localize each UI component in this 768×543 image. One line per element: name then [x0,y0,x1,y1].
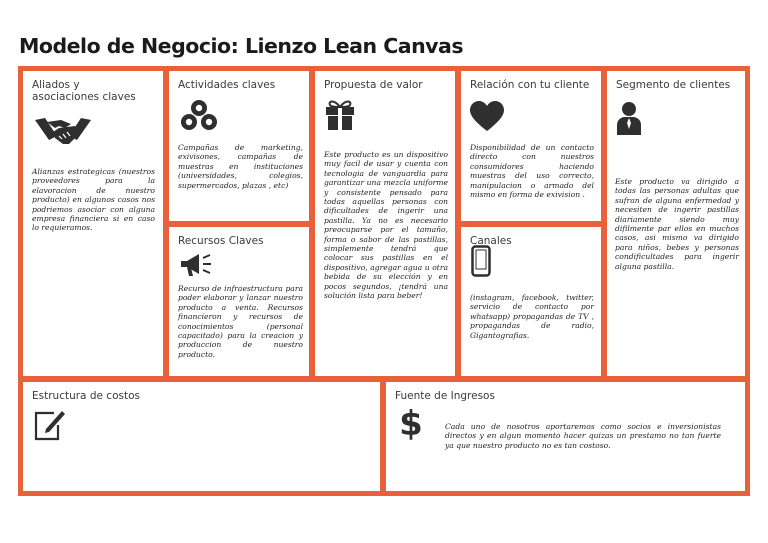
block-text: Este producto es un dispositivo muy facil de usar y cuenta con tecnologia de vanguardia para garantizar una mezcla uniforme y consistente pensado para todas aquellas personas con dificultades de ingerir una pastilla. Ya no es necesario preocuparse por el tamaño, forma o sabor de las pastillas, simplemente tendrá que colocar sus pastillas en el dispositivo, agregar agua u otra bebida de su elección y en pocos segundos, ¡tendrá una solución lista para beber! [324,150,448,301]
block-aliados [23,71,163,376]
person-icon [616,101,642,139]
block-text: Campañas de marketing, exivisones, campañas de muestras en instituciones (universidades, colegios, supermercados, plazas , etc) [178,143,303,190]
megaphone-icon [179,252,215,282]
block-text: (instagram, facebook, twitter, servicio de contacto por whatsapp) propagandas de TV , propagandas de radio, Gigantografias. [470,293,594,340]
block-heading: Actividades claves [178,79,276,91]
block-recursos [169,227,309,376]
handshake-icon [35,114,91,150]
block-ingresos [386,382,745,491]
dollar-icon [396,404,426,444]
block-heading: Aliados y asociaciones claves [32,79,136,103]
page-title: Modelo de Negocio: Lienzo Lean Canvas [19,34,464,58]
block-segmento [607,71,745,376]
block-propuesta [315,71,455,376]
block-canales [461,227,601,376]
block-heading: Fuente de Ingresos [395,390,495,402]
block-actividades [169,71,309,221]
team-gears-icon [180,99,218,137]
svg-text:$: $ [399,404,423,440]
block-heading: Segmento de clientes [616,79,731,91]
block-text: Disponibilidad de un contacto directo con nuestros consumidores haciendo muestras del uso correcto, manipulacion o armado del mismo en forma de exivision . [470,143,594,200]
block-heading: Relación con tu cliente [470,79,590,91]
block-heading: Propuesta de valor [324,79,423,91]
pen-paper-icon [32,407,66,445]
lean-canvas [18,66,750,496]
block-heading: Recursos Claves [178,235,264,247]
block-heading: Canales [470,235,512,247]
heart-icon [470,101,504,137]
block-text: Este producto va dirigido a todas las personas adultas que sufran de alguna enfermedad y necesiten de ingerir pastillas diariamente siendo muy difilmente par ellos en muchos casos, asi mismo va dirigido para niños, bebes y personas condificultades para ingerir alguna pastilla. [615,177,739,271]
block-heading: Estructura de costos [32,390,140,402]
block-text: Recurso de infraestructura para poder elaborar y lanzar nuestro producto a venta. Recursos financieron y recursos de conocimientos (personal capacitado) para la creacion y produccion de nuestro producto. [178,284,303,359]
smartphone-icon [471,245,491,281]
block-relacion [461,71,601,221]
gift-icon [324,97,356,135]
block-costos [23,382,380,491]
block-text: Cada uno de nosotros aportaremos como socios e inversionistas directos y en algun momento hacer quizas un prestamo no tan fuerte ya que nuestro producto no es tan costoso. [445,422,721,450]
block-text: Alianzas estrategicas (nuestros proveedores para la elavoracion de nuestro producto) en algunos casos nos podriemos asociar con alguna empresa financiera si en caso lo requieramos. [32,167,155,233]
